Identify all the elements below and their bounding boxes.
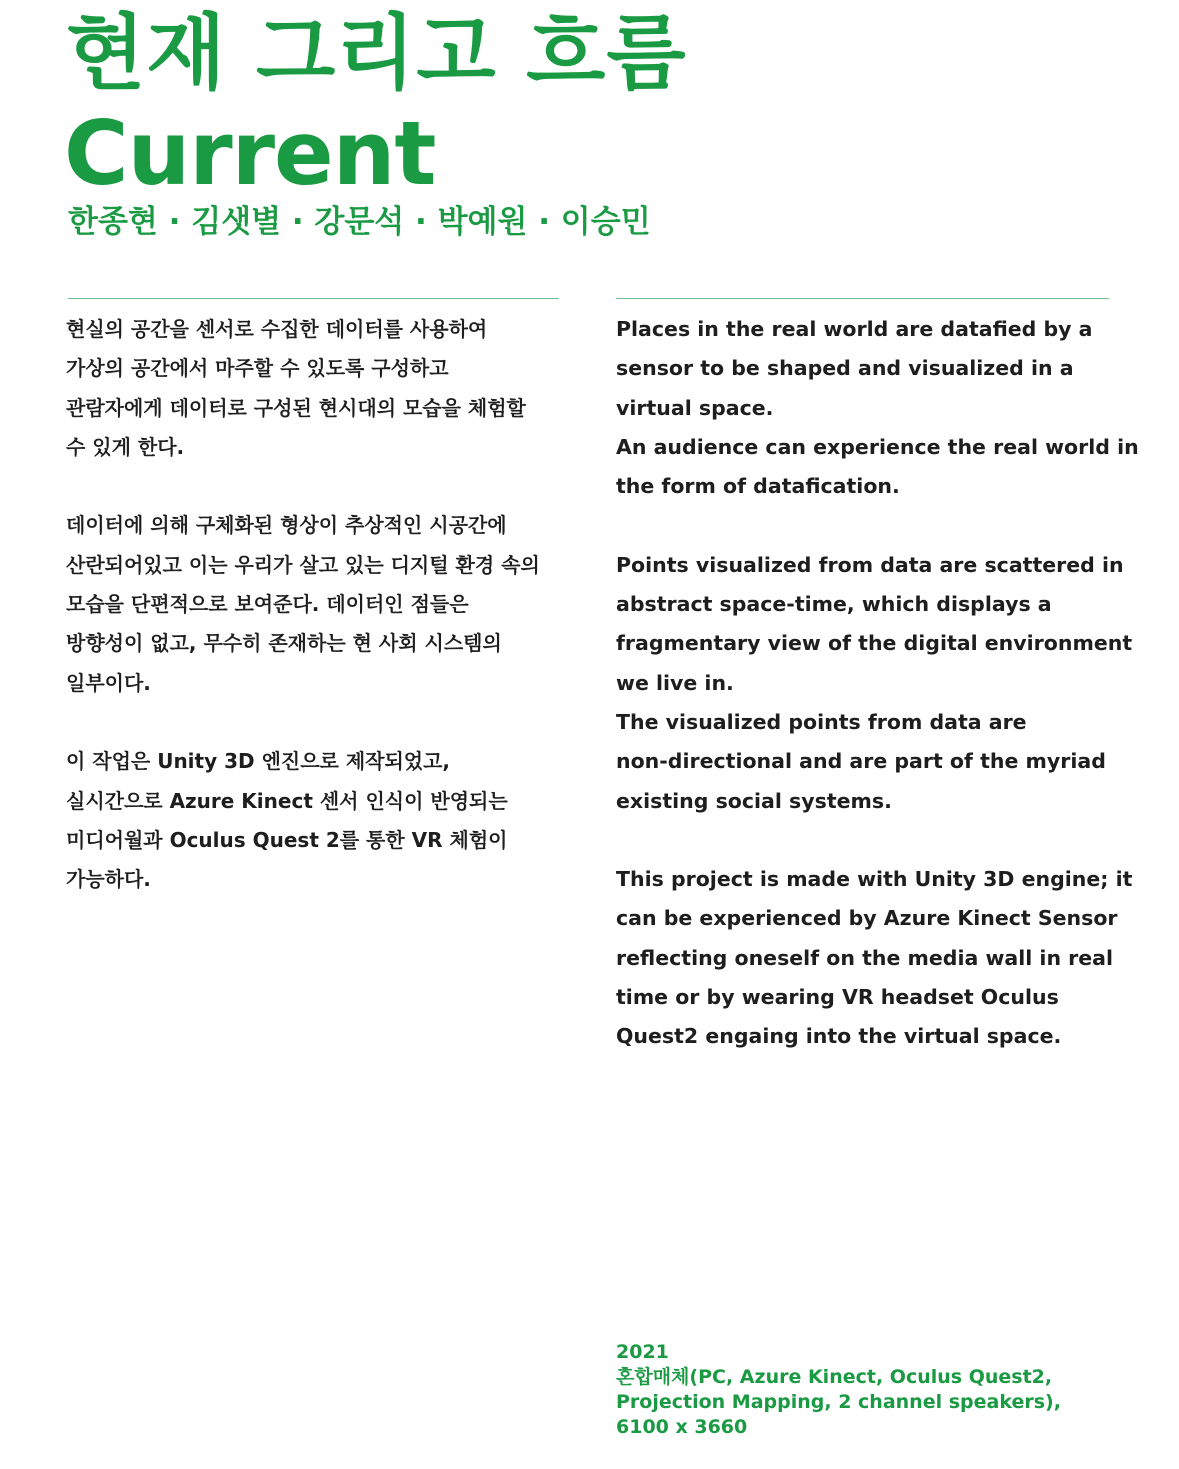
- text-line: 관람자에게 데이터로 구성된 현시대의 모습을 체험할: [66, 395, 526, 420]
- english-paragraph-3: [616, 860, 1133, 1056]
- text-line: 데이터에 의해 구체화된 형상이 추상적인 시공간에: [66, 513, 507, 538]
- divider-right: [616, 298, 1109, 299]
- korean-paragraph-1: [66, 310, 566, 467]
- paragraph-gap: [616, 821, 1116, 860]
- text-line: the form of datafication.: [616, 474, 900, 499]
- paragraph-gap: [66, 467, 566, 506]
- text-line: 방향성이 없고, 무수히 존재하는 현 사회 시스템의: [66, 631, 502, 656]
- text-line: fragmentary view of the digital environment: [616, 631, 1133, 656]
- text-line: can be experienced by Azure Kinect Sensor: [616, 906, 1118, 931]
- text-line: The visualized points from data are: [616, 709, 1027, 734]
- text-line: 실시간으로 Azure Kinect 센서 인식이 반영되는: [66, 788, 508, 813]
- text-line: abstract space-time, which displays a: [616, 592, 1052, 617]
- korean-paragraph-3: [66, 742, 566, 899]
- text-line: reflecting oneself on the media wall in real: [616, 945, 1114, 970]
- text-line: time or by wearing VR headset Oculus: [616, 985, 1059, 1010]
- text-line: 가능하다.: [66, 867, 151, 892]
- text-line: sensor to be shaped and visualized in a: [616, 356, 1074, 381]
- english-paragraph-2: [616, 546, 1133, 821]
- text-line: 이 작업은 Unity 3D 엔진으로 제작되었고,: [66, 749, 451, 774]
- english-paragraph-1: [616, 310, 1139, 506]
- text-line: An audience can experience the real world in: [616, 434, 1139, 459]
- divider-left: [68, 298, 559, 299]
- text-line: 수 있게 한다.: [66, 434, 185, 459]
- artwork-info: [616, 1340, 1136, 1440]
- artwork-medium-line-2: Projection Mapping, 2 channel speakers),: [616, 1391, 1061, 1413]
- artwork-size: 6100 x 3660: [616, 1416, 748, 1438]
- text-line: 산란되어있고 이는 우리가 살고 있는 디지털 환경 속의: [66, 552, 540, 577]
- text-line: 현실의 공간을 센서로 수집한 데이터를 사용하여: [66, 317, 488, 341]
- artwork-year: 2021: [616, 1341, 669, 1363]
- text-line: 가상의 공간에서 마주할 수 있도록 구성하고: [66, 356, 449, 381]
- artist-names: 한종현 · 김샛별 · 강문석 · 박예원 · 이승민: [68, 204, 651, 240]
- text-line: Places in the real world are datafied by a: [616, 317, 1093, 341]
- paragraph-gap: [616, 506, 1116, 545]
- text-line: Points visualized from data are scattered in: [616, 552, 1124, 577]
- text-line: we live in.: [616, 670, 734, 695]
- title-korean: 현재 그리고 흐름: [66, 6, 687, 101]
- text-line: existing social systems.: [616, 788, 892, 813]
- artwork-medium-line-1: 혼합매체(PC, Azure Kinect, Oculus Quest2,: [616, 1366, 1053, 1388]
- title-english: Current: [64, 102, 436, 205]
- text-line: This project is made with Unity 3D engine; it: [616, 867, 1133, 892]
- korean-description: [66, 310, 566, 899]
- text-line: 모습을 단편적으로 보여준다. 데이터인 점들은: [66, 592, 469, 617]
- text-line: non-directional and are part of the myriad: [616, 749, 1106, 774]
- text-line: Quest2 engaing into the virtual space.: [616, 1024, 1062, 1049]
- text-line: 미디어월과 Oculus Quest 2를 통한 VR 체험이: [66, 827, 508, 852]
- text-line: 일부이다.: [66, 670, 151, 695]
- paragraph-gap: [66, 703, 566, 742]
- english-description: [616, 310, 1139, 1057]
- text-line: virtual space.: [616, 395, 774, 420]
- korean-paragraph-2: [66, 506, 566, 702]
